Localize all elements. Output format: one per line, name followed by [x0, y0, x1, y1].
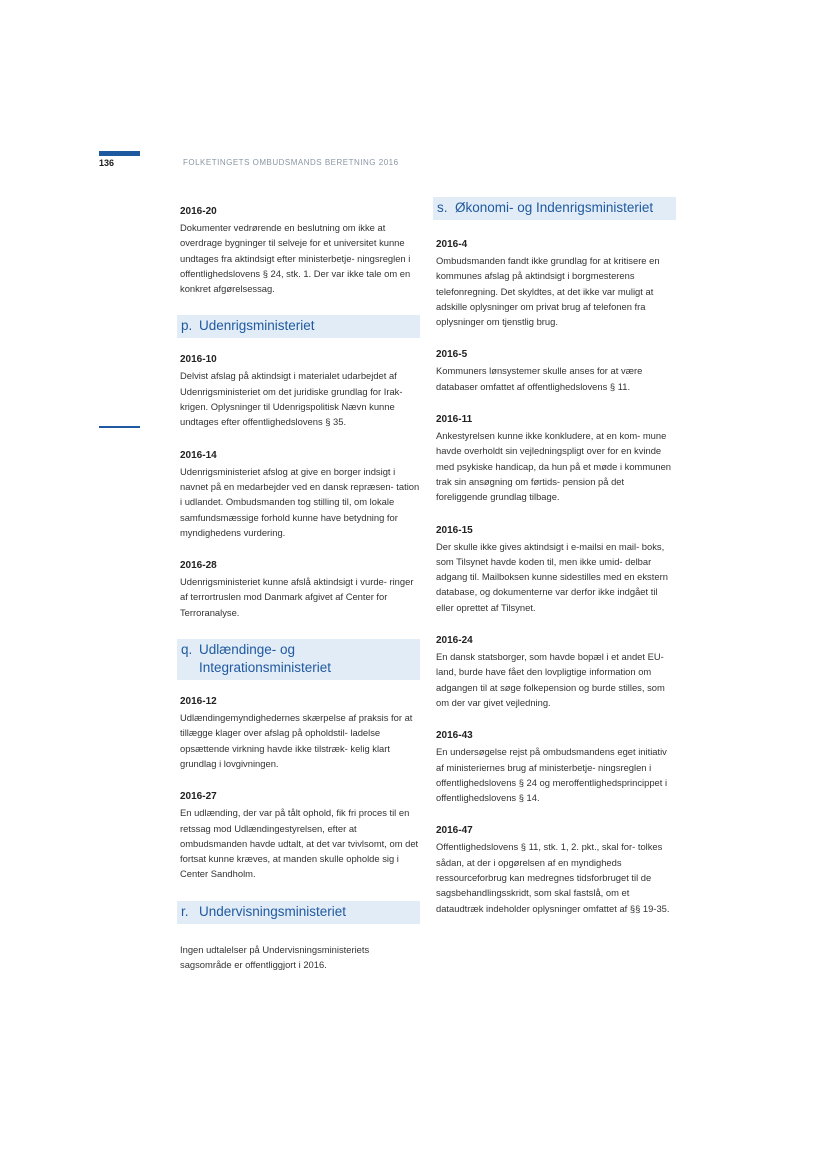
- case-summary: Offentlighedslovens § 11, stk. 1, 2. pkt., skal for- tolkes sådan, at der i opgørelsen af en myndigheds ressourceforbrug kan medregnes tidsforbruget til de sagsbehandlingsskridt, som skal fastslå, om et dataudtræk indeholder oplysninger omfattet af §§ 19-35.: [436, 841, 670, 914]
- section-heading-oekonomi-og-indenrigsministeriet: [433, 197, 676, 220]
- case-entry: [180, 205, 420, 296]
- case-entry: [180, 790, 420, 881]
- case-summary: En udlænding, der var på tålt ophold, fik fri proces til en retssag mod Udlændingestyrelsen, efter at ombudsmanden havde udtalt, at det var tvivlsomt, om det fortsat kunne kræves, at manden skulle opholde sig i Center Sandholm.: [180, 807, 419, 880]
- case-number: 2016-10: [180, 354, 217, 366]
- page-number: 136: [99, 158, 115, 168]
- case-number: 2016-24: [436, 635, 473, 647]
- section-title: Udenrigsministeriet: [199, 318, 315, 334]
- case-summary: Udenrigsministeriet afslog at give en borger indsigt i navnet på en medarbejder ved en dansk repræsen- tation i udlandet. Ombudsmanden tog stilling til, om lokale samfundsmæssige forhold kunne have betydning for myndighedens vurdering.: [180, 465, 420, 538]
- section-title: Undervisningsministeriet: [199, 903, 347, 919]
- case-entry: [180, 353, 420, 429]
- left-column: [180, 205, 420, 972]
- case-number: 2016-11: [436, 414, 473, 426]
- case-summary: En dansk statsborger, som havde bopæl i et andet EU-land, burde have fået den lovpligtige information om adgangen til at søge folkepension og burde stilles, som om der var givet vejledning.: [436, 651, 665, 708]
- section-letter: r.: [181, 903, 189, 919]
- case-entry: [436, 524, 676, 615]
- case-entry: [436, 413, 676, 504]
- running-header: FOLKETINGETS OMBUDSMANDS BERETNING 2016: [183, 158, 399, 167]
- case-summary: Dokumenter vedrørende en beslutning om ikke at overdrage bygninger til selveje for et universitet kunne undtages fra aktindsigt efter ministerbetje- ningsreglen i offentlighedslovens § 24, stk. 1. Der var ikke tale om en konkret afgørelsessag.: [180, 222, 411, 295]
- right-column: [436, 200, 676, 935]
- case-entry: [436, 348, 676, 394]
- margin-mark: [99, 426, 140, 428]
- case-number: 2016-14: [180, 449, 217, 461]
- section-heading-udenrigsministeriet: [177, 315, 420, 338]
- case-entry: [436, 634, 676, 710]
- case-number: 2016-15: [436, 524, 473, 536]
- case-summary: Ankestyrelsen kunne ikke konkludere, at en kom- mune havde overholdt sin vejledningspligt over for en kvinde med psykiske handicap, da hun på et møde i kommunen trak sin ansøgning om førtids- pension på det foreliggende grundlag tilbage.: [436, 430, 672, 503]
- case-entry: [180, 449, 420, 540]
- case-number: 2016-43: [436, 730, 473, 742]
- case-number: 2016-4: [436, 239, 468, 250]
- section-letter: p.: [181, 318, 193, 334]
- section-title: Økonomi- og Indenrigsministeriet: [455, 200, 654, 215]
- section-heading-undervisningsministeriet: [177, 901, 420, 924]
- section-heading-udlaendinge-og-integrationsministeriet: [177, 639, 420, 680]
- section-note: Ingen udtalelser på Undervisningsministeriets sagsområde er offentliggjort i 2016.: [180, 943, 370, 971]
- section-title: Udlændinge- og Integrationsministeriet: [199, 642, 332, 676]
- case-summary: Der skulle ikke gives aktindsigt i e-mailsi en mail- boks, som Tilsynet havde koden til, men ikke umid- delbar adgang til. Mailboksen kunne sidestilles med en ekstern database, og dokumenterne var derfor ikke indgået til eller oprettet af Tilsynet.: [436, 540, 668, 613]
- case-entry: [436, 729, 676, 805]
- case-summary: Udlændingemyndighedernes skærpelse af praksis for at tillægge klager over afslag på opholdstil- ladelse opsættende virkning havde ikke tilstræk- kelig klart grundlag i lovgivningen.: [180, 712, 413, 769]
- case-number: 2016-47: [436, 825, 473, 837]
- case-entry: [436, 824, 676, 915]
- page-tab-marker: [99, 151, 140, 156]
- case-summary: Kommuners lønsystemer skulle anses for at være databaser omfattet af offentlighedslovens § 11.: [436, 365, 643, 392]
- case-summary: Udenrigsministeriet kunne afslå aktindsigt i vurde- ringer af terrortruslen mod Danmark afgivet af Center for Terroranalyse.: [180, 576, 414, 618]
- section-letter: s.: [437, 200, 448, 215]
- case-entry: [180, 559, 420, 620]
- case-summary: Ombudsmanden fandt ikke grundlag for at kritisere en kommunes afslag på aktindsigt i borgmesterens telefonregning. Det skyldtes, at det ikke var muligt at adskille oplysninger om privat brug af telefonen fra oplysninger om tjenstlig brug.: [436, 255, 660, 328]
- case-summary: En undersøgelse rejst på ombudsmandens eget initiativ af ministeriernes brug af ministerbetje- ningsreglen i offentlighedslovens § 24 og meroffentlighedsprincippet i offentlighedslovens § 14.: [436, 746, 668, 804]
- case-entry: [436, 238, 676, 329]
- case-number: 2016-20: [180, 206, 217, 217]
- case-number: 2016-12: [180, 696, 217, 708]
- case-number: 2016-28: [180, 560, 217, 572]
- case-number: 2016-27: [180, 791, 217, 803]
- section-letter: q.: [181, 642, 193, 658]
- case-number: 2016-5: [436, 349, 468, 361]
- case-entry: [180, 695, 420, 771]
- case-summary: Delvist afslag på aktindsigt i materialet udarbejdet af Udenrigsministeriet om det juridiske grundlag for Irak-krigen. Oplysninger til Udenrigspolitisk Nævn kunne undtages efter offentlighedslovens § 35.: [180, 370, 403, 428]
